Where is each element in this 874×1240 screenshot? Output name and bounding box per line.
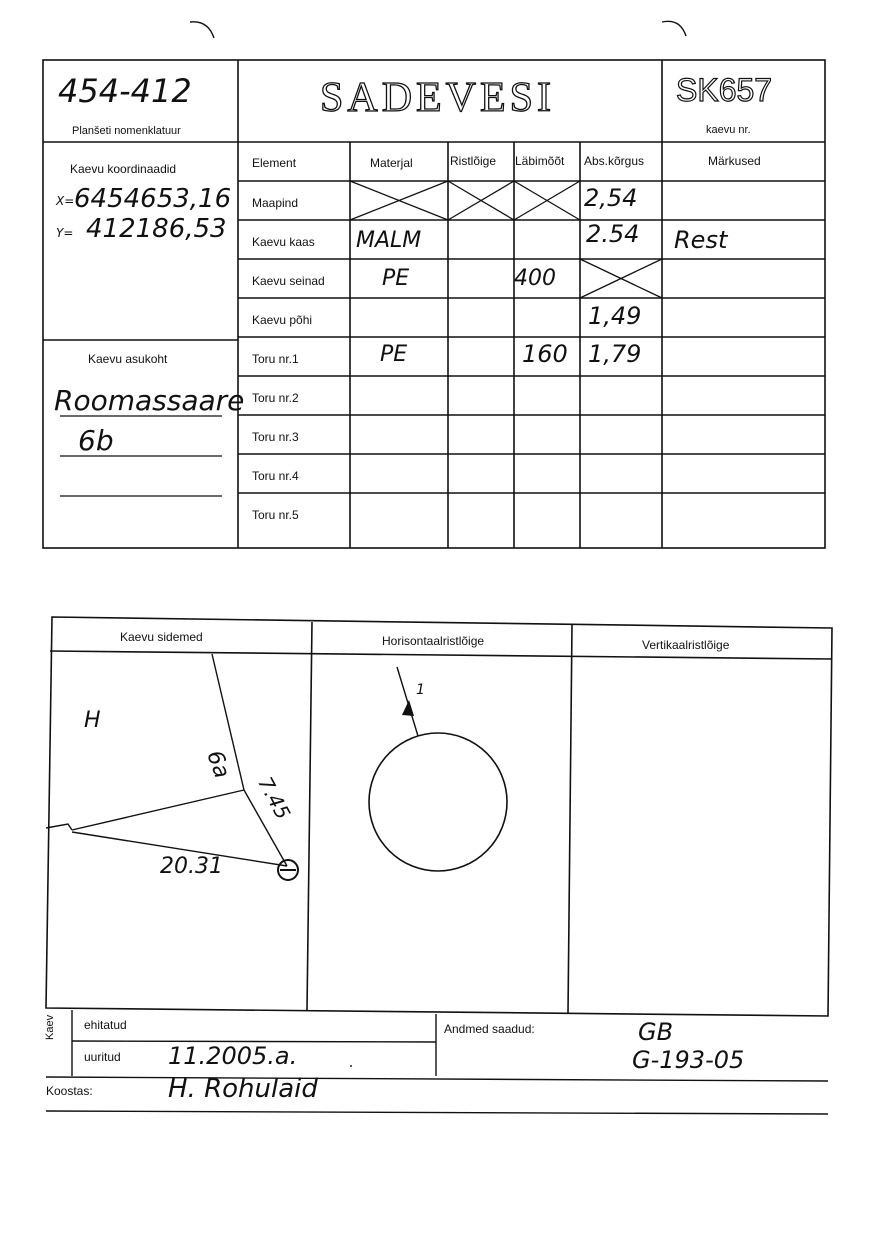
- row-label: Toru nr.1: [252, 352, 299, 366]
- well-id: SK657: [676, 72, 773, 108]
- well-symbol: [278, 860, 298, 880]
- data-source-number: G-193-05: [632, 1046, 745, 1074]
- row-label: Kaevu põhi: [252, 313, 313, 327]
- compiler-name: H. Rohulaid: [168, 1074, 318, 1104]
- data-source-label: Andmed saadud:: [444, 1022, 535, 1036]
- form-title: SADEVESI: [320, 75, 556, 121]
- height-value: 1,49: [588, 302, 642, 330]
- sketch-note-6a: 6a: [201, 747, 235, 782]
- sheet-label: Planšeti nomenklatuur: [72, 125, 181, 137]
- col-header-notes: Märkused: [708, 154, 761, 168]
- x-prefix: X=: [56, 194, 75, 208]
- built-label: ehitatud: [84, 1018, 127, 1032]
- diameter-value: 160: [522, 340, 568, 368]
- sketch-frame: [46, 617, 832, 1016]
- y-coordinate: 412186,53: [86, 214, 227, 244]
- notes-value: Rest: [674, 226, 728, 254]
- row-label: Toru nr.2: [252, 391, 299, 405]
- material-value: MALM: [356, 228, 422, 253]
- coordinates-label: Kaevu koordinaadid: [70, 162, 177, 176]
- punch-mark: [662, 21, 686, 36]
- height-value: 2,54: [584, 184, 638, 212]
- y-prefix: Y=: [56, 226, 74, 240]
- row-label: Toru nr.4: [252, 469, 299, 483]
- col-header-material: Materjal: [370, 156, 413, 170]
- material-value: PE: [382, 266, 410, 291]
- material-value: PE: [380, 342, 408, 367]
- sketch-note-h: H: [84, 708, 101, 733]
- row-label: Maapind: [252, 196, 299, 210]
- well-id-label: kaevu nr.: [706, 124, 751, 136]
- col-header-diameter: Läbimõõt: [515, 154, 565, 168]
- punch-mark: [190, 22, 214, 38]
- panel-title-horizontal: Horisontaalristlõige: [382, 634, 485, 648]
- location-label: Kaevu asukoht: [88, 352, 168, 366]
- height-value: 1,79: [588, 340, 642, 368]
- pipe-arrow: [402, 700, 414, 716]
- sheet-number: 454-412: [58, 72, 192, 110]
- well-side-label: Kaev: [44, 1014, 56, 1040]
- distance-label: 7.45: [253, 772, 296, 824]
- row-label: Kaevu kaas: [252, 235, 315, 249]
- pipe-line: [397, 667, 418, 736]
- location-street: Roomassaare: [54, 384, 245, 417]
- site-sketch: [46, 654, 287, 866]
- surveyed-date: 11.2005.a.: [168, 1042, 298, 1070]
- panel-title-vertical: Vertikaalristlõige: [642, 638, 730, 652]
- col-header-section: Ristlõige: [450, 154, 497, 168]
- well-section-circle: [369, 733, 507, 871]
- x-coordinate: 6454653,16: [74, 184, 232, 214]
- col-header-element: Element: [252, 156, 297, 170]
- data-source-code: GB: [638, 1018, 674, 1046]
- col-header-height: Abs.kõrgus: [584, 154, 645, 168]
- location-number: 6b: [78, 424, 114, 457]
- row-label: Toru nr.3: [252, 430, 299, 444]
- height-value: 2.54: [586, 220, 640, 248]
- diameter-value: 400: [514, 266, 556, 291]
- surveyed-label: uuritud: [84, 1050, 121, 1064]
- panel-title-connections: Kaevu sidemed: [120, 630, 203, 644]
- compiler-label: Koostas:: [46, 1084, 93, 1098]
- pipe-label: 1: [416, 682, 425, 698]
- distance-label: 20.31: [160, 854, 223, 879]
- row-label: Kaevu seinad: [252, 274, 325, 288]
- row-label: Toru nr.5: [252, 508, 299, 522]
